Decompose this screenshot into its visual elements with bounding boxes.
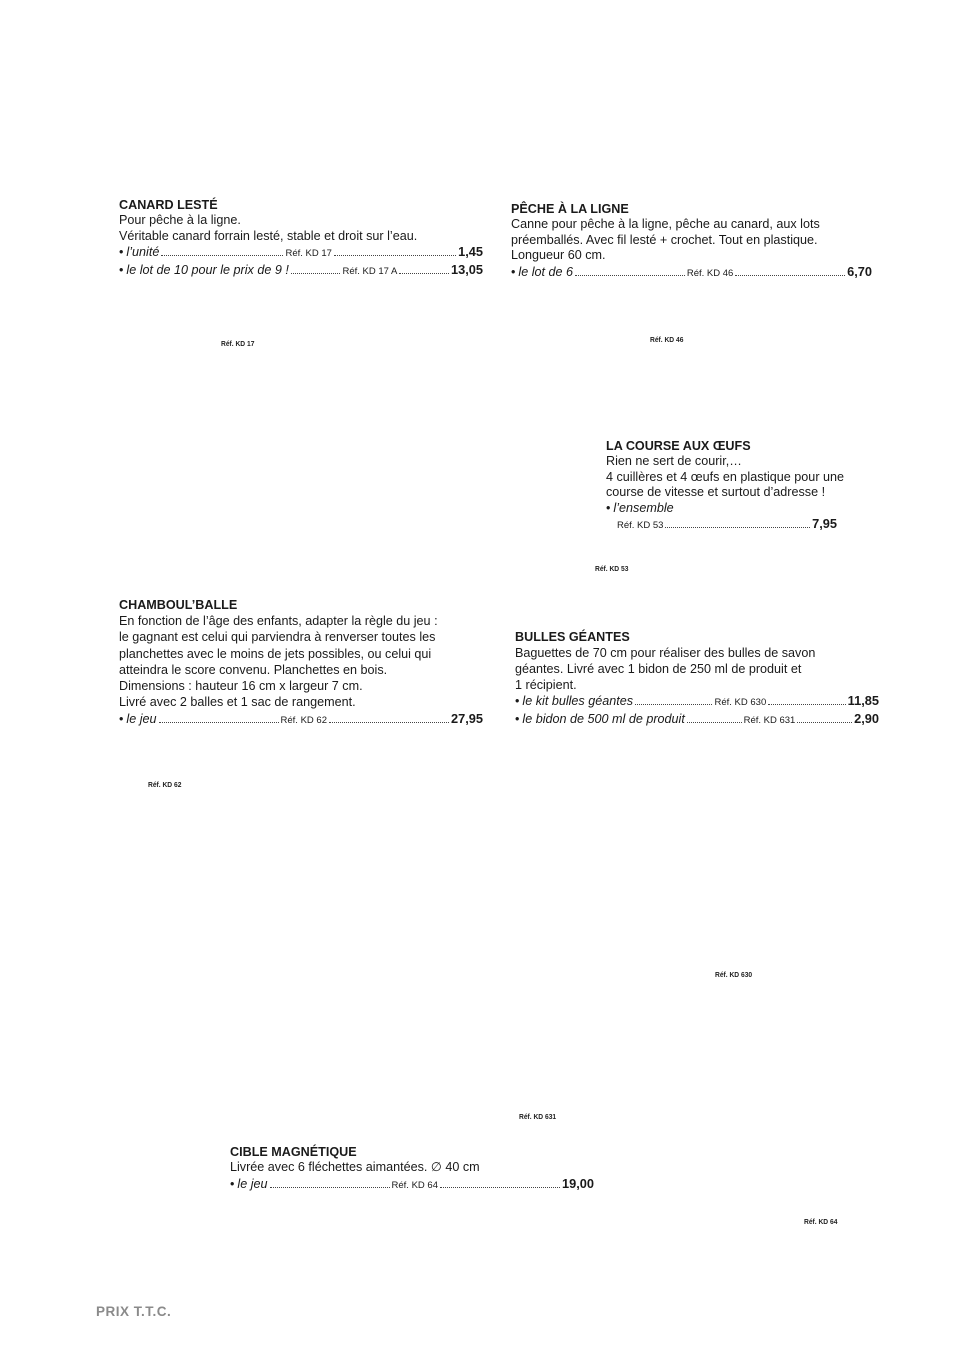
product-description: course de vitesse et surtout d’adresse ! bbox=[606, 485, 826, 500]
price-ref: Réf. KD 17 bbox=[285, 248, 332, 260]
price-ref: Réf. KD 64 bbox=[391, 1179, 438, 1191]
product-peche-ligne bbox=[511, 201, 872, 281]
leader-dots bbox=[440, 1187, 560, 1188]
product-title: LA COURSE AUX ŒUFS bbox=[606, 439, 751, 453]
bullet: • bbox=[515, 694, 520, 708]
leader-dots bbox=[575, 275, 685, 276]
bullet: • bbox=[511, 264, 516, 279]
price-line bbox=[511, 264, 872, 282]
price-value: 6,70 bbox=[847, 263, 872, 279]
price-line bbox=[515, 693, 879, 711]
product-description: Longueur 60 cm. bbox=[511, 248, 606, 263]
image-caption: Réf. KD 631 bbox=[519, 1112, 557, 1121]
product-description: Livré avec 2 balles et 1 sac de rangement. bbox=[119, 695, 356, 710]
bullet: • bbox=[606, 500, 611, 515]
price-label: le lot de 10 pour le prix de 9 ! bbox=[126, 262, 289, 277]
price-ref: Réf. KD 17 A bbox=[342, 265, 398, 277]
product-chamboul-balle bbox=[119, 597, 483, 729]
image-caption: Réf. KD 46 bbox=[650, 335, 684, 344]
price-value: 27,95 bbox=[450, 710, 483, 726]
price-label: l’unité bbox=[126, 245, 160, 260]
leader-dots bbox=[665, 527, 810, 528]
product-description: Dimensions : hauteur 16 cm x largeur 7 cm. bbox=[119, 679, 363, 694]
product-title: BULLES GÉANTES bbox=[515, 630, 630, 644]
product-description: le gagnant est celui qui parviendra à renverser toutes les bbox=[119, 630, 436, 645]
product-cible-magnetique bbox=[230, 1144, 594, 1193]
product-description: Baguettes de 70 cm pour réaliser des bulles de savon bbox=[515, 646, 816, 660]
price-label: l’ensemble bbox=[613, 500, 674, 515]
price-label: le lot de 6 bbox=[518, 264, 574, 279]
product-description: atteindra le score convenu. Planchettes en bois. bbox=[119, 662, 388, 677]
price-value: 1,45 bbox=[458, 244, 483, 260]
price-line bbox=[606, 501, 866, 517]
image-caption: Réf. KD 17 bbox=[221, 339, 255, 348]
product-description: Canne pour pêche à la ligne, pêche au canard, aux lots bbox=[511, 217, 820, 231]
bullet: • bbox=[230, 1176, 235, 1191]
product-description: 4 cuillères et 4 œufs en plastique pour une bbox=[606, 469, 845, 484]
leader-dots bbox=[399, 273, 449, 274]
product-description: Livrée avec 6 fléchettes aimantées. ∅ 40 cm bbox=[230, 1160, 480, 1174]
price-value: 11,85 bbox=[847, 693, 879, 708]
leader-dots bbox=[270, 1187, 390, 1188]
product-description: 1 récipient. bbox=[515, 678, 577, 692]
price-label: le bidon de 500 ml de produit bbox=[522, 712, 685, 726]
price-label: le jeu bbox=[126, 711, 157, 726]
price-line bbox=[230, 1176, 594, 1194]
image-caption: Réf. KD 64 bbox=[804, 1217, 838, 1226]
product-description: Véritable canard forrain lesté, stable et droit sur l’eau. bbox=[119, 228, 418, 243]
price-line bbox=[119, 244, 483, 262]
image-caption: Réf. KD 62 bbox=[148, 780, 182, 789]
leader-dots bbox=[635, 704, 712, 705]
image-caption: Réf. KD 630 bbox=[715, 970, 753, 979]
product-title: CIBLE MAGNÉTIQUE bbox=[230, 1145, 357, 1159]
price-ref: Réf. KD 53 bbox=[617, 520, 664, 532]
product-description: géantes. Livré avec 1 bidon de 250 ml de produit et bbox=[515, 662, 802, 676]
product-description: En fonction de l’âge des enfants, adapter la règle du jeu : bbox=[119, 614, 438, 628]
price-value: 19,00 bbox=[561, 1175, 594, 1191]
product-description: préemballés. Avec fil lesté + crochet. Tout en plastique. bbox=[511, 232, 818, 247]
bullet: • bbox=[515, 712, 520, 726]
price-line bbox=[606, 516, 837, 534]
product-description: Rien ne sert de courir,… bbox=[606, 454, 742, 468]
price-value: 2,90 bbox=[854, 711, 879, 726]
leader-dots bbox=[687, 722, 742, 723]
price-line bbox=[119, 711, 483, 729]
product-title: CANARD LESTÉ bbox=[119, 198, 218, 212]
price-line bbox=[119, 262, 483, 280]
bullet: • bbox=[119, 711, 124, 726]
price-ref: Réf. KD 46 bbox=[686, 267, 734, 279]
price-ref: Réf. KD 62 bbox=[280, 714, 327, 726]
product-description: planchettes avec le moins de jets possibles, ou celui qui bbox=[119, 646, 432, 661]
image-caption: Réf. KD 53 bbox=[595, 564, 629, 573]
price-value: 7,95 bbox=[812, 516, 837, 532]
price-line bbox=[515, 711, 879, 729]
product-title: PÊCHE À LA LIGNE bbox=[511, 202, 629, 216]
leader-dots bbox=[797, 722, 852, 723]
price-value: 13,05 bbox=[450, 261, 484, 277]
product-course-oeufs bbox=[606, 438, 866, 534]
product-bulles-geantes bbox=[515, 629, 879, 729]
leader-dots bbox=[735, 275, 845, 276]
product-canard-leste bbox=[119, 197, 483, 279]
bullet: • bbox=[119, 262, 124, 277]
price-ref: Réf. KD 631 bbox=[743, 715, 796, 726]
leader-dots bbox=[768, 704, 845, 705]
price-label: le kit bulles géantes bbox=[522, 694, 634, 708]
leader-dots bbox=[334, 255, 456, 256]
footer-price-note: PRIX T.T.C. bbox=[96, 1304, 172, 1319]
leader-dots bbox=[329, 722, 449, 723]
leader-dots bbox=[161, 255, 283, 256]
price-ref: Réf. KD 630 bbox=[714, 697, 767, 708]
price-label: le jeu bbox=[237, 1176, 268, 1191]
leader-dots bbox=[291, 273, 341, 274]
product-description: Pour pêche à la ligne. bbox=[119, 213, 241, 227]
product-title: CHAMBOUL’BALLE bbox=[119, 598, 238, 612]
leader-dots bbox=[159, 722, 279, 723]
bullet: • bbox=[119, 245, 124, 260]
